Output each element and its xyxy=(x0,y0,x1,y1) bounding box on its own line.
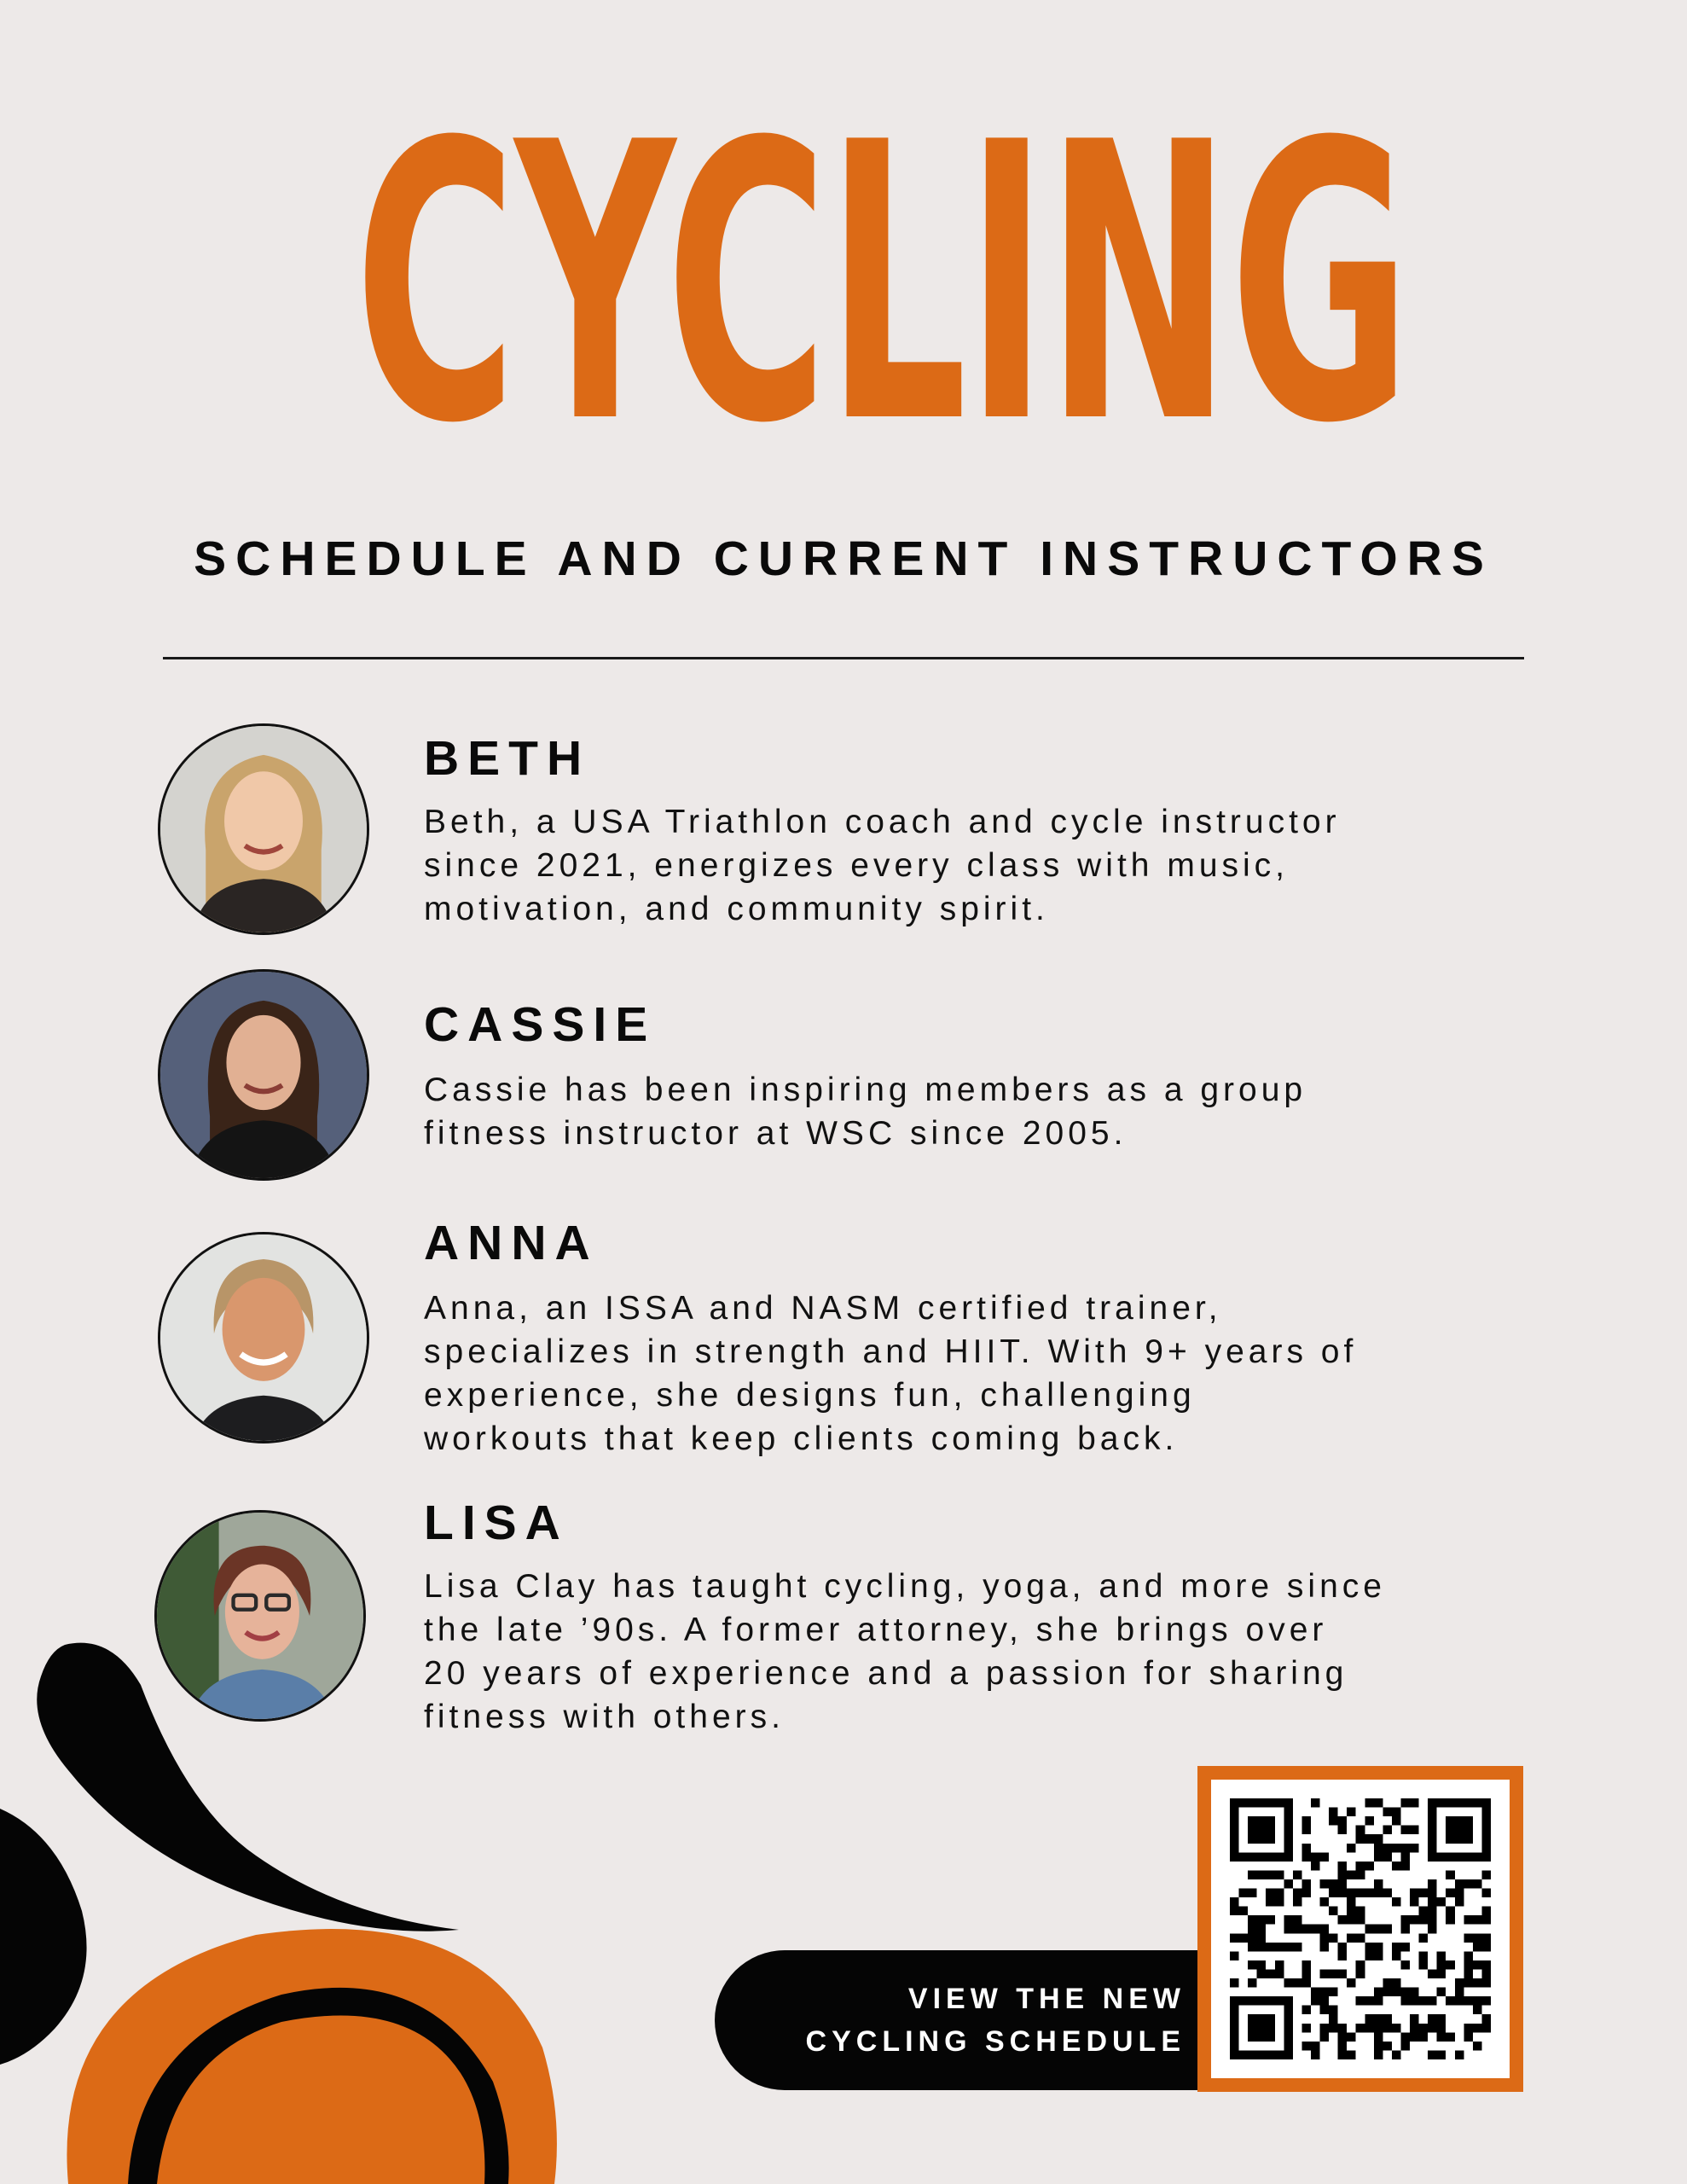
instructor-bio-beth: Beth, a USA Triathlon coach and cycle instructor since 2021, energizes every class with music, motivation, and community spirit. xyxy=(424,804,1341,927)
instructor-bio-lisa: Lisa Clay has taught cycling, yoga, and more since the late ’90s. A former attorney, she brings over 20 years of experience and a passion for sharing fitness with others. xyxy=(424,1568,1386,1735)
instructor-name-lisa: LISA xyxy=(424,1496,569,1550)
page-title: CYCLING xyxy=(354,61,1410,507)
portrait-anna-icon xyxy=(160,1234,367,1441)
avatar-anna xyxy=(158,1232,369,1443)
instructor-name-cassie: CASSIE xyxy=(424,997,657,1052)
cta-schedule-label[interactable]: VIEW THE NEW CYCLING SCHEDULE xyxy=(805,1983,1186,2058)
instructor-name-beth: BETH xyxy=(424,731,591,786)
instructor-name-anna: ANNA xyxy=(424,1216,599,1270)
instructor-bio-anna: Anna, an ISSA and NASM certified trainer, specializes in strength and HIIT. With 9+ years of experience, she designs fun, challenging workouts that keep clients coming back. xyxy=(424,1290,1358,1457)
portrait-cassie-icon xyxy=(160,972,367,1178)
avatar-cassie xyxy=(158,969,369,1181)
divider xyxy=(163,657,1524,659)
avatar-beth xyxy=(158,723,369,935)
instructor-bio-cassie: Cassie has been inspiring members as a group fitness instructor at WSC since 2005. xyxy=(424,1072,1307,1152)
qr-code-icon[interactable] xyxy=(1230,1798,1491,2059)
decorative-shapes xyxy=(0,1621,563,2184)
page-subtitle: SCHEDULE AND CURRENT INSTRUCTORS xyxy=(194,531,1493,586)
portrait-beth-icon xyxy=(160,726,367,932)
qr-code-frame[interactable] xyxy=(1197,1766,1523,2092)
